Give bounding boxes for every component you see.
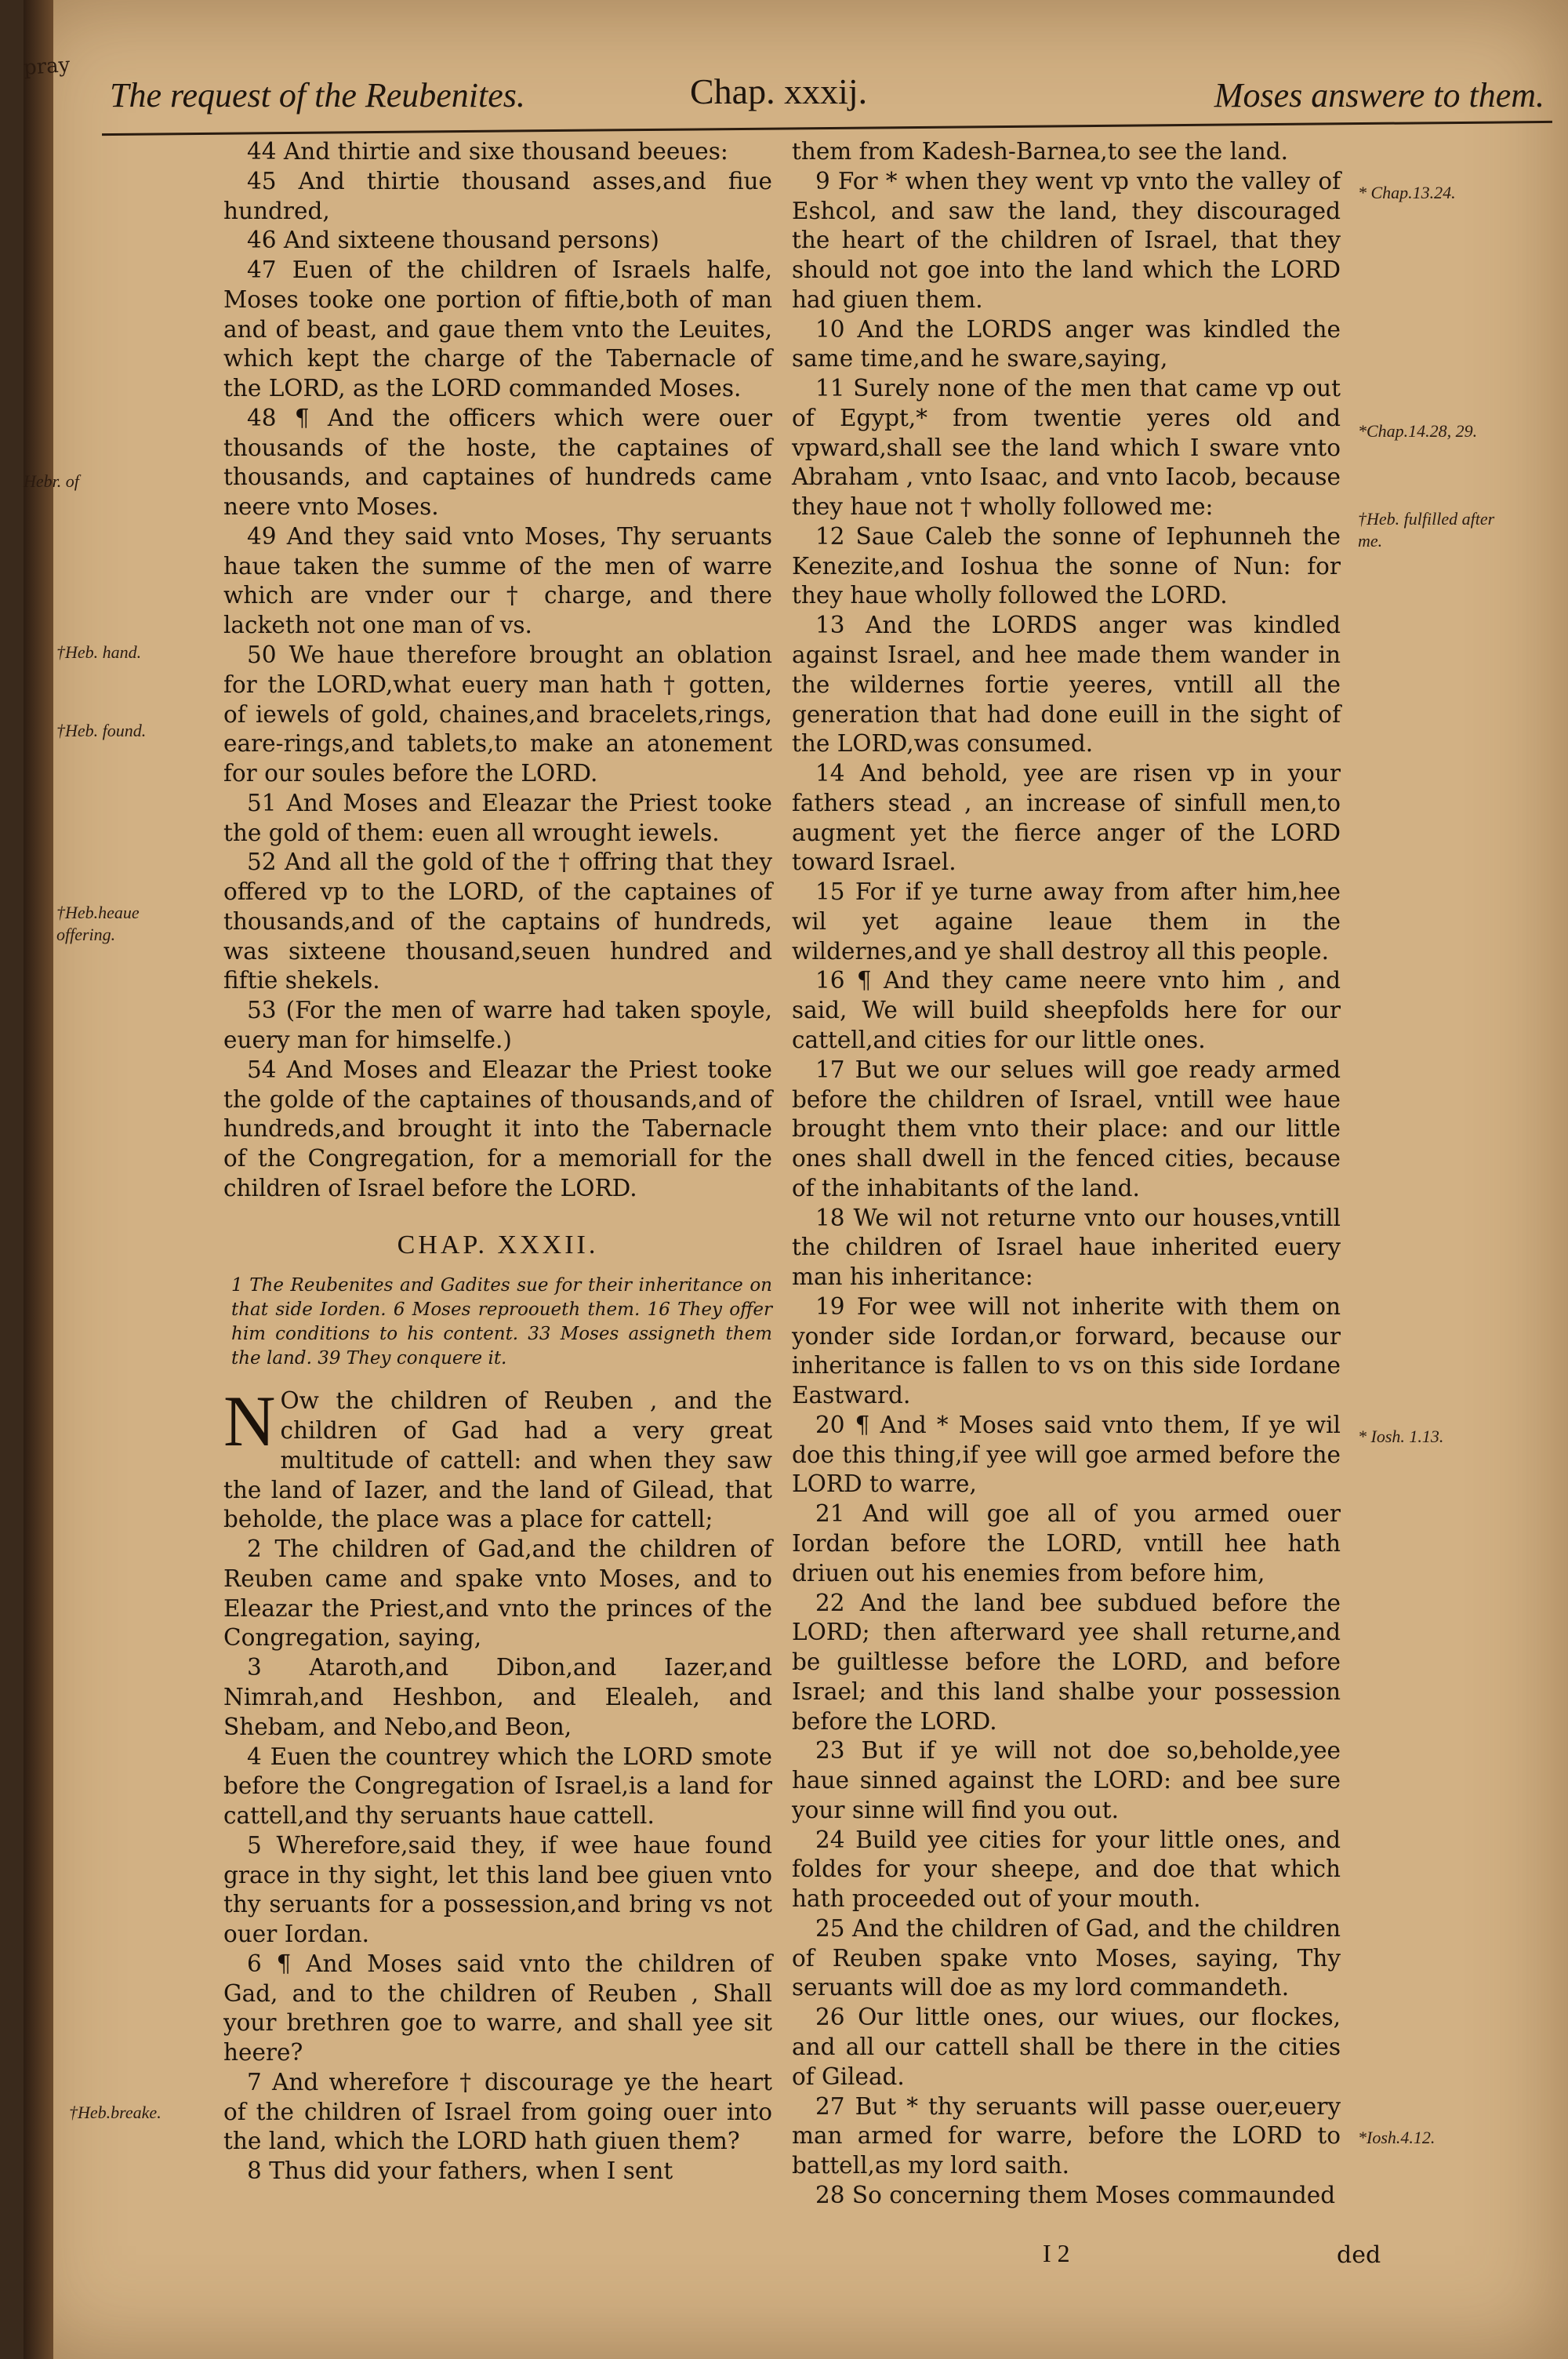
verse: 44 And thirtie and sixe thousand beeues: xyxy=(247,138,728,165)
margin-note: * Chap.13.24. xyxy=(1358,183,1456,202)
margin-note: †Heb. fulfilled after me. xyxy=(1358,509,1495,551)
book-gutter xyxy=(23,0,71,2359)
right-text-column xyxy=(792,137,1341,2211)
left-text-column xyxy=(223,137,772,2186)
verse: 52 And all the gold of the † offring that they offered vp to the LORD, of the captaines of thousands,and of the captains of hundreds, was sixteene thousand,seuen hundred and fiftie shekels. xyxy=(223,849,772,994)
verse: 26 Our little ones, our wiues, our flockes, and all our cattell shall be there in the cities of Gilead. xyxy=(792,2004,1341,2090)
verse: them from Kadesh-Barnea,to see the land. xyxy=(792,138,1289,165)
verse-opening xyxy=(223,1381,772,1535)
verse: 27 But * thy seruants will passe ouer,euery man armed for warre, before the LORD to battell,as my lord saith. xyxy=(792,2092,1341,2179)
verse: 22 And the land bee subdued before the LORD; then afterward yee shall returne,and be guiltlesse before the LORD, and before Israel; and this land shalbe your possession before the LORD. xyxy=(792,1589,1341,1735)
header-left-title: The request of the Reubenites. xyxy=(110,76,525,114)
verse: 15 For if ye turne away from after him,hee wil yet againe leaue them in the wildernes,and ye shall destroy all this people. xyxy=(792,878,1341,965)
verse: 18 We wil not returne vnto our houses,vntill the children of Israel haue inherited euery man his inheritance: xyxy=(792,1204,1341,1291)
verse-opening-text: Ow the children of Reuben , and the children of Gad had a very great multitude of cattell: and when they saw the land of Iazer, and the land of Gilead, that beholde, the place was a place for cattell; xyxy=(223,1387,772,1533)
margin-note: †Heb.breake. xyxy=(69,2103,162,2122)
verse: 9 For * when they went vp vnto the valley of Eshcol, and saw the land, they discouraged the heart of the children of Israel, that they should not goe into the land which the LORD had giuen them. xyxy=(792,167,1341,313)
verse: 16 ¶ And they came neere vnto him , and said, We will build sheepfolds here for our cattell,and cities for our little ones. xyxy=(792,967,1341,1053)
verse: 47 Euen of the children of Israels halfe, Moses tooke one portion of fiftie,both of man and of beast, and gaue them vnto the Leuites, which kept the charge of the Tabernacle of the LORD, as the LORD commanded Moses. xyxy=(223,256,772,402)
verse: 49 And they said vnto Moses, Thy seruants haue taken the summe of the men of warre which are vnder our † charge, and there lacketh not one man of vs. xyxy=(223,522,772,639)
margin-note: Hebr. of xyxy=(24,471,79,491)
margin-note: †Heb. hand. xyxy=(56,642,142,662)
catchword: ded xyxy=(1337,2241,1381,2269)
verse: 7 And wherefore † discourage ye the heart of the children of Israel from going ouer into the land, which the LORD hath giuen them? xyxy=(223,2068,772,2155)
margin-note: *Iosh.4.12. xyxy=(1358,2128,1436,2147)
previous-page-edge-text: pray xyxy=(23,53,71,81)
margin-note: * Iosh. 1.13. xyxy=(1358,1427,1444,1446)
verse: 46 And sixteene thousand persons) xyxy=(247,227,659,254)
verse: 2 The children of Gad,and the children of Reuben came and spake vnto Moses, and to Eleazar the Priest,and vnto the princes of the Congregation, saying, xyxy=(223,1536,772,1652)
margin-note: †Heb. found. xyxy=(56,721,147,740)
book-page xyxy=(24,0,1568,2359)
chapter-summary: 1 The Reubenites and Gadites sue for their inheritance on that side Iorden. 6 Moses reprooueth them. 16 They offer him conditions to his content. 33 Moses assigneth them the land. 39 They conquere it. xyxy=(231,1275,772,1369)
margin-note: *Chap.14.28, 29. xyxy=(1358,421,1478,441)
verse: 28 So concerning them Moses commaunded xyxy=(815,2181,1336,2208)
verse: 25 And the children of Gad, and the children of Reuben spake vnto Moses, saying, Thy seruants will doe as my lord commandeth. xyxy=(792,1914,1341,2001)
verse: 45 And thirtie thousand asses,and fiue hundred, xyxy=(223,167,772,224)
running-header xyxy=(110,64,1544,127)
verse: 13 And the LORDS anger was kindled against Israel, and hee made them wander in the wildernes fortie yeeres, vntill all the generation that had done euill in the sight of the LORD,was consumed. xyxy=(792,612,1341,758)
verse: 21 And will goe all of you armed ouer Iordan before the LORD, vntill hee hath driuen out his enemies from before him, xyxy=(792,1500,1341,1587)
signature-mark: I 2 xyxy=(1043,2239,1070,2267)
verse: 6 ¶ And Moses said vnto the children of Gad, and to the children of Reuben , Shall your brethren goe to warre, and shall yee sit heere? xyxy=(223,1950,772,2066)
verse: 54 And Moses and Eleazar the Priest tooke the golde of the captaines of thousands,and of hundreds,and brought it into the Tabernacle of the Congregation, for a memoriall for the children of Israel before the LORD. xyxy=(223,1056,772,1201)
verse: 3 Ataroth,and Dibon,and Iazer,and Nimrah,and Heshbon, and Elealeh, and Shebam, and Nebo,and Beon, xyxy=(223,1654,772,1740)
header-chapter: Chap. xxxij. xyxy=(690,71,868,111)
verse: 51 And Moses and Eleazar the Priest tooke the gold of them: euen all wrought iewels. xyxy=(223,789,772,846)
drop-cap: N xyxy=(223,1381,276,1462)
verse: 48 ¶ And the officers which were ouer thousands of the hoste, the captaines of thousands, and captaines of hundreds came neere vnto Moses. xyxy=(223,404,772,521)
verse: 8 Thus did your fathers, when I sent xyxy=(247,2157,673,2185)
verse: 53 (For the men of warre had taken spoyle, euery man for himselfe.) xyxy=(223,997,772,1053)
verse: 50 We haue therefore brought an oblation for the LORD,what euery man hath † gotten, of iewels of gold, chaines,and bracelets,rings, eare-rings,and tablets,to make an atonement for our soules before the LORD. xyxy=(223,642,772,787)
verse: 14 And behold, yee are risen vp in your fathers stead , an increase of sinfull men,to augment yet the fierce anger of the LORD toward Israel. xyxy=(792,760,1341,876)
verse: 23 But if ye will not doe so,beholde,yee haue sinned against the LORD: and bee sure your sinne will find you out. xyxy=(792,1737,1341,1823)
verse: 24 Build yee cities for your little ones, and foldes for your sheepe, and doe that which hath proceeded out of your mouth. xyxy=(792,1826,1341,1913)
verse: 20 ¶ And * Moses said vnto them, If ye wil doe this thing,if yee will goe armed before the LORD to warre, xyxy=(792,1411,1341,1498)
header-right-title: Moses answere to them. xyxy=(1214,76,1544,114)
verse: 12 Saue Caleb the sonne of Iephunneh the Kenezite,and Ioshua the sonne of Nun: for they haue wholly followed the LORD. xyxy=(792,522,1341,609)
verse: 19 For wee will not inherite with them on yonder side Iordan,or forward, because our inheritance is fallen to vs on this side Iordane Eastward. xyxy=(792,1292,1341,1409)
verse: 5 Wherefore,said they, if wee haue found grace in thy sight, let this land bee giuen vnto thy seruants for a possession,and bring vs not ouer Iordan. xyxy=(223,1831,772,1948)
chapter-heading: CHAP. XXXII. xyxy=(397,1230,599,1259)
margin-note: †Heb.heaue offering. xyxy=(56,903,140,944)
verse: 17 But we our selues will goe ready armed before the children of Israel, vntill wee haue brought them vnto their place: and our little ones shall dwell in the fenced cities, because of the inhabitants of the land. xyxy=(792,1056,1341,1201)
verse: 10 And the LORDS anger was kindled the same time,and he sware,saying, xyxy=(792,315,1341,373)
verse: 11 Surely none of the men that came vp out of Egypt,* from twentie yeres old and vpward,shall see the land which I sware vnto Abraham , vnto Isaac, and vnto Iacob, because they haue not † wholly followed me: xyxy=(792,375,1341,521)
verse: 4 Euen the countrey which the LORD smote before the Congregation of Israel,is a land for cattell,and thy seruants haue cattell. xyxy=(223,1743,772,1830)
